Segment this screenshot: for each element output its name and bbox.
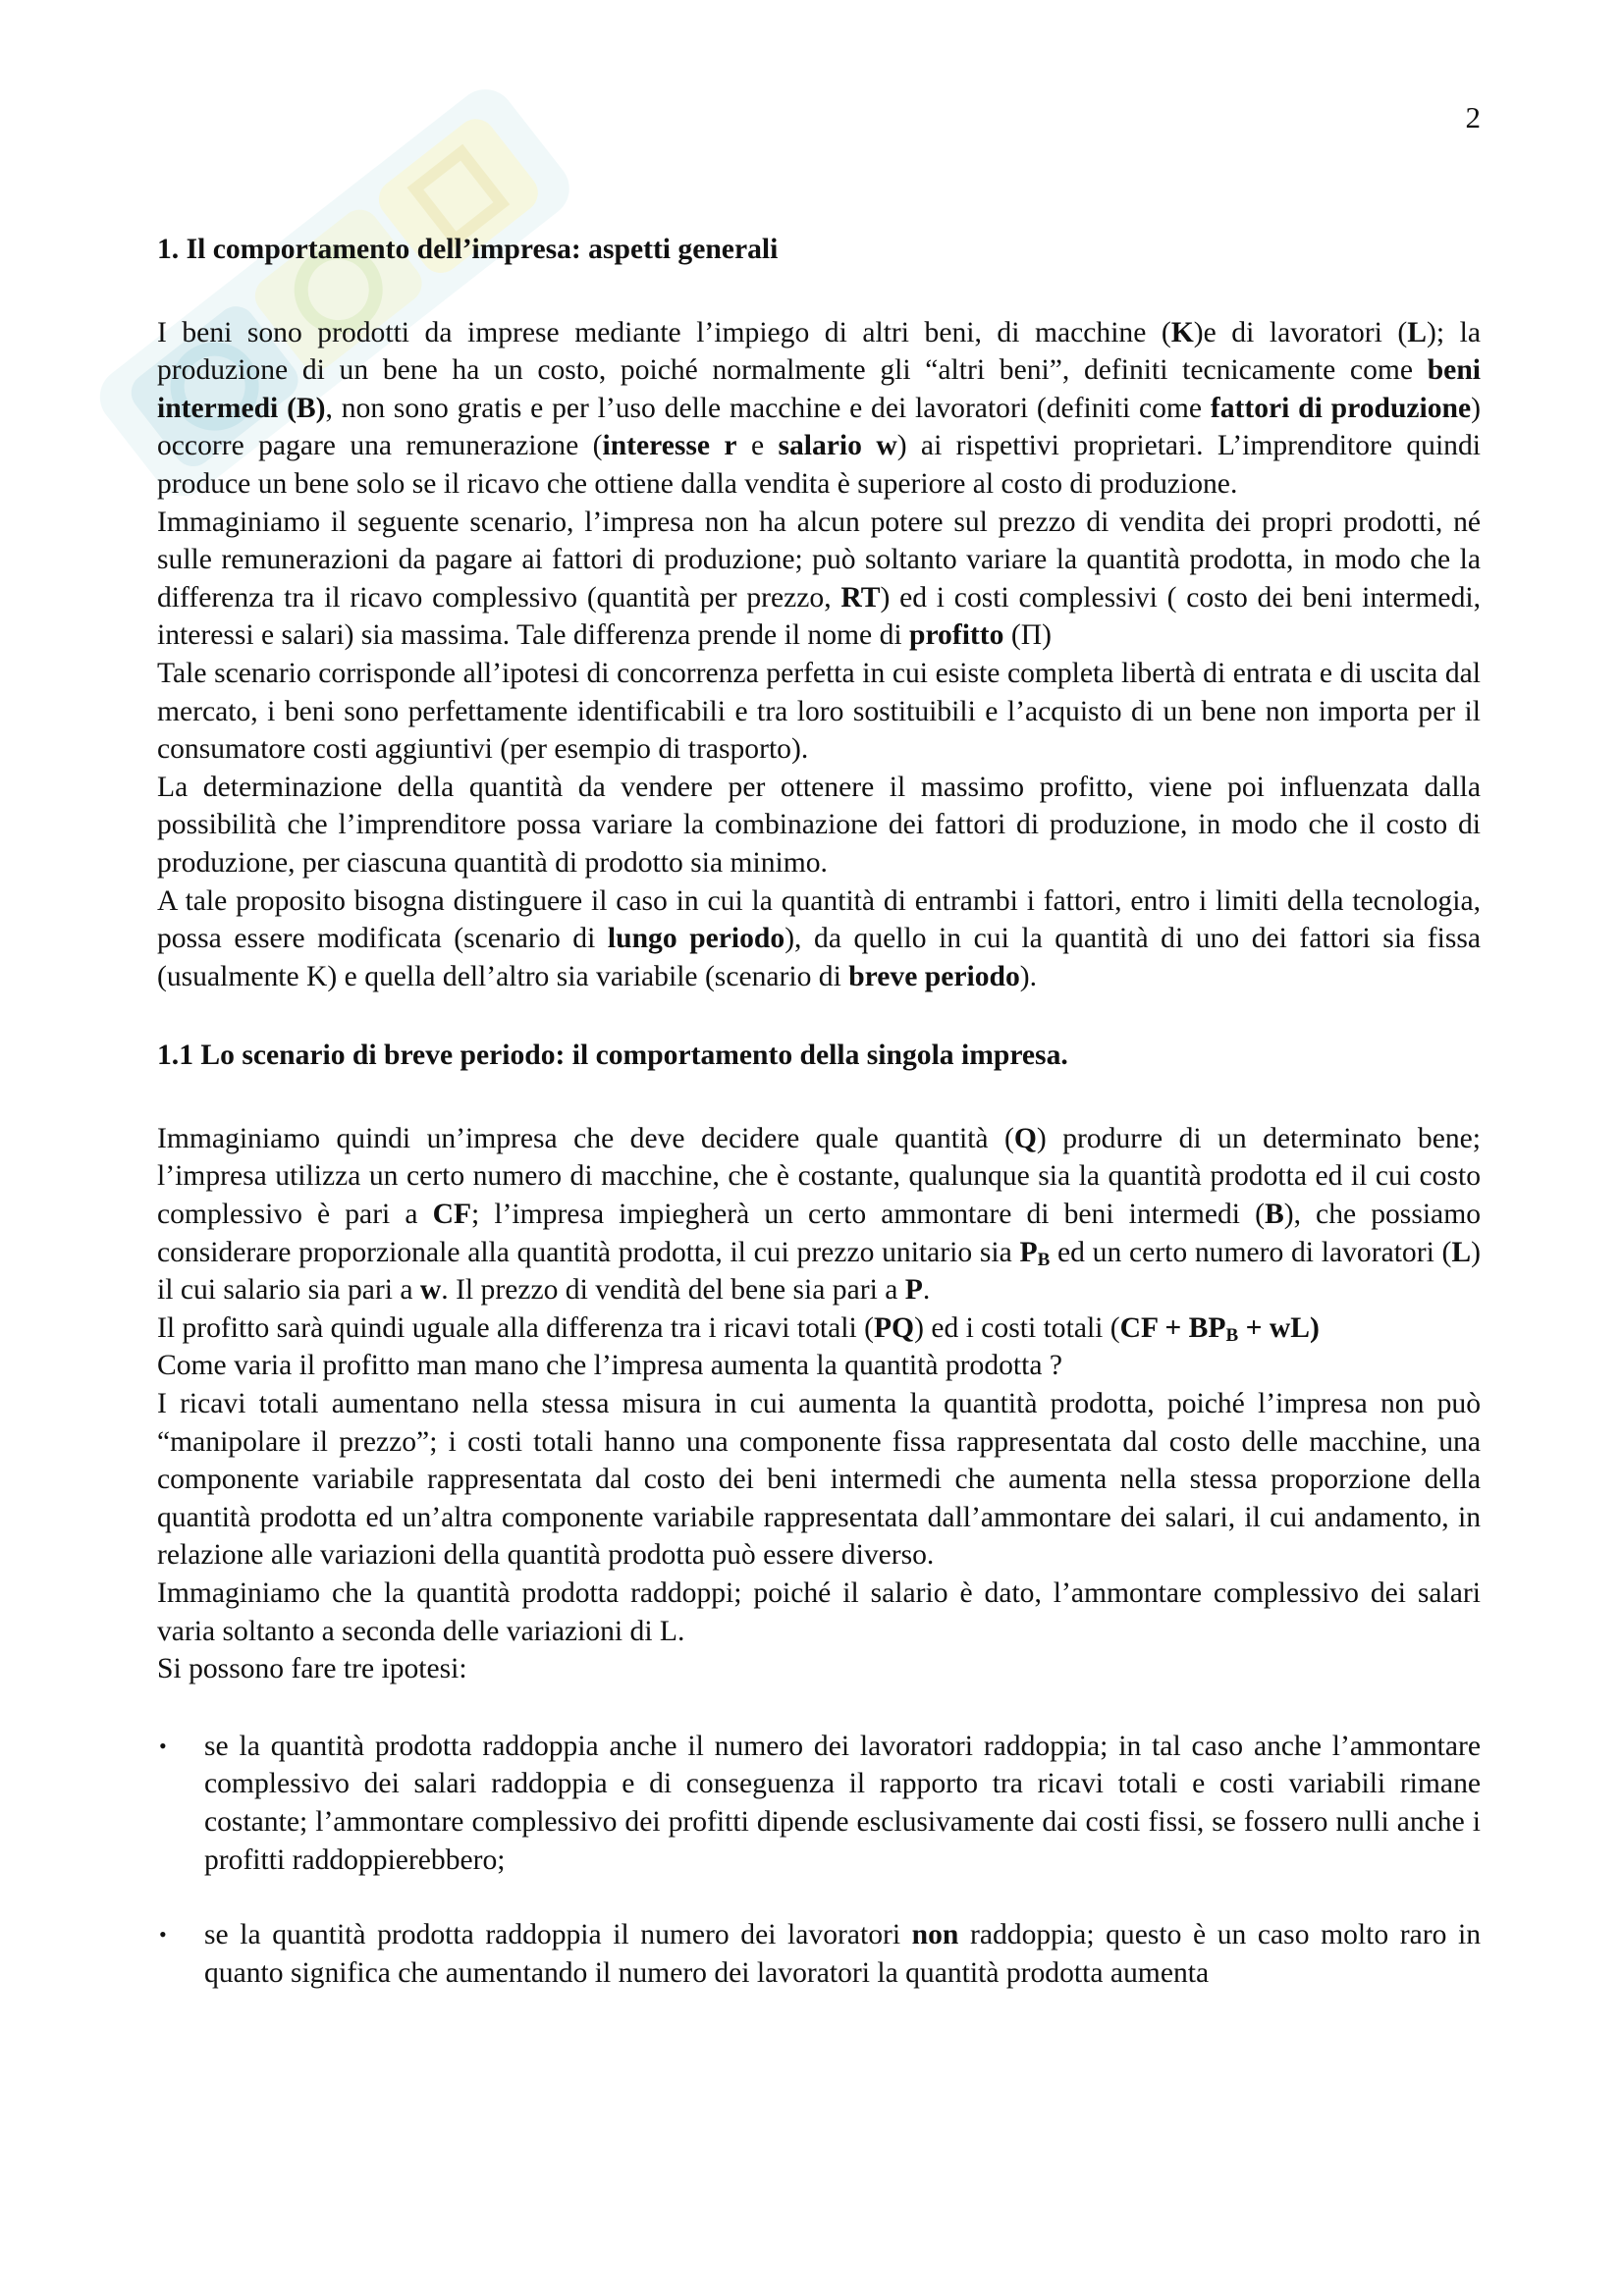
list-item: • se la quantità prodotta raddoppia il numero dei lavoratori non raddoppia; questo è un caso molto raro in quanto significa che aumentando il numero dei lavoratori la quantità prodotta aumenta [157,1916,1481,1992]
paragraph: Si possono fare tre ipotesi: [157,1653,467,1685]
paragraph: Immaginiamo il seguente scenario, l’impresa non ha alcun potere sul prezzo di vendita dei propri prodotti, né sulle remunerazioni da pagare ai fattori di produzione; può soltanto variare la quantità prodotta, in modo che la differenza tra il ricavo complessivo (quantità per prezzo, RT) ed i costi complessivi ( costo dei beni intermedi, interessi e salari) sia massima. Tale differenza prende il nome di profitto (Π) [157,506,1481,652]
bullet-icon: • [159,1733,167,1758]
paragraph: Immaginiamo quindi un’impresa che deve decidere quale quantità (Q) produrre di un determinato bene; l’impresa utilizza un certo numero di macchine, che è costante, qualunque sia la quantità prodotta ed il cui costo complessivo è pari a CF; l’impresa impiegherà un certo ammontare di beni intermedi (B), che possiamo considerare proporzionale alla quantità prodotta, il cui prezzo unitario sia $P_B$ ed un certo numero di lavoratori (L) il cui salario sia pari a w. Il prezzo di vendità del bene sia pari a P. [157,1122,1482,1307]
paragraph: Il profitto sarà quindi uguale alla differenza tra i ricavi totali (PQ) ed i costi totali $(CF + BP_B + wL)$ [157,1311,1320,1346]
paragraph: A tale proposito bisogna distinguere il caso in cui la quantità di entrambi i fattori, entro i limiti della tecnologia, possa essere modificata (scenario di lungo periodo), da quello in cui la quantità di uno dei fattori sia fissa (usualmente K) e quella dell’altro sia variabile (scenario di breve periodo). [157,884,1481,992]
paragraph: La determinazione della quantità da vendere per ottenere il massimo profitto, viene poi influenzata dalla possibilità che l’imprenditore possa variare la combinazione dei fattori di produzione, in modo che il costo di produzione, per ciascuna quantità di prodotto sia minimo. [157,771,1481,879]
paragraph: I ricavi totali aumentano nella stessa misura in cui aumenta la quantità prodotta, poiché l’impresa non può “manipolare il prezzo”; i costi totali hanno una componente fissa rappresentata dal costo delle macchine, una componente variabile rappresentata dal costo dei beni intermedi che aumenta nella stessa proporzione della quantità prodotta ed un’altra componente variabile rappresentata dall’ammontare dei salari, il cui andamento, in relazione alle variazioni della quantità prodotta può essere diverso. [157,1388,1481,1572]
page-number: 2 [1465,100,1481,134]
bullet-icon: • [159,1922,167,1948]
paragraph: I beni sono prodotti da imprese mediante l’impiego di altri beni, di macchine (K)e di lavoratori (L); la produzione di un bene ha un costo, poiché normalmente gli “altri beni”, definiti tecnicamente come beni intermedi (B), non sono gratis e per l’uso delle macchine e dei lavoratori (definiti come fattori di produzione) occorre pagare una remunerazione (interesse r e salario w) ai rispettivi proprietari. L’imprenditore quindi produce un bene solo se il ricavo che ottiene dalla vendita è superiore al costo di produzione. [157,316,1482,500]
paragraph: Tale scenario corrisponde all’ipotesi di concorrenza perfetta in cui esiste completa libertà di entrata e di uscita dal mercato, i beni sono perfettamente identificabili e tra loro sostituibili e l’acquisto di un bene non importa per il consumatore costi aggiuntivi (per esempio di trasporto). [157,657,1481,766]
document-body [157,231,1481,1992]
hypotheses-list [157,1728,1481,1993]
list-item: • se la quantità prodotta raddoppia anche il numero dei lavoratori raddoppia; in tal caso anche l’ammontare complessivo dei salari raddoppia e di conseguenza il rapporto tra ricavi totali e costi variabili rimane costante; l’ammontare complessivo dei profitti dipende esclusivamente dai costi fissi, se fossero nulli anche i profitti raddoppierebbero; [157,1728,1481,1879]
paragraph: Come varia il profitto man mano che l’impresa aumenta la quantità prodotta ? [157,1350,1063,1382]
section-heading: 1.1 Lo scenario di breve periodo: il comportamento della singola impresa. [157,1040,1068,1072]
section-heading: 1. Il comportamento dell’impresa: aspetti generali [157,234,779,265]
paragraph: Immaginiamo che la quantità prodotta raddoppi; poiché il salario è dato, l’ammontare complessivo dei salari varia soltanto a seconda delle variazioni di L. [157,1577,1481,1647]
